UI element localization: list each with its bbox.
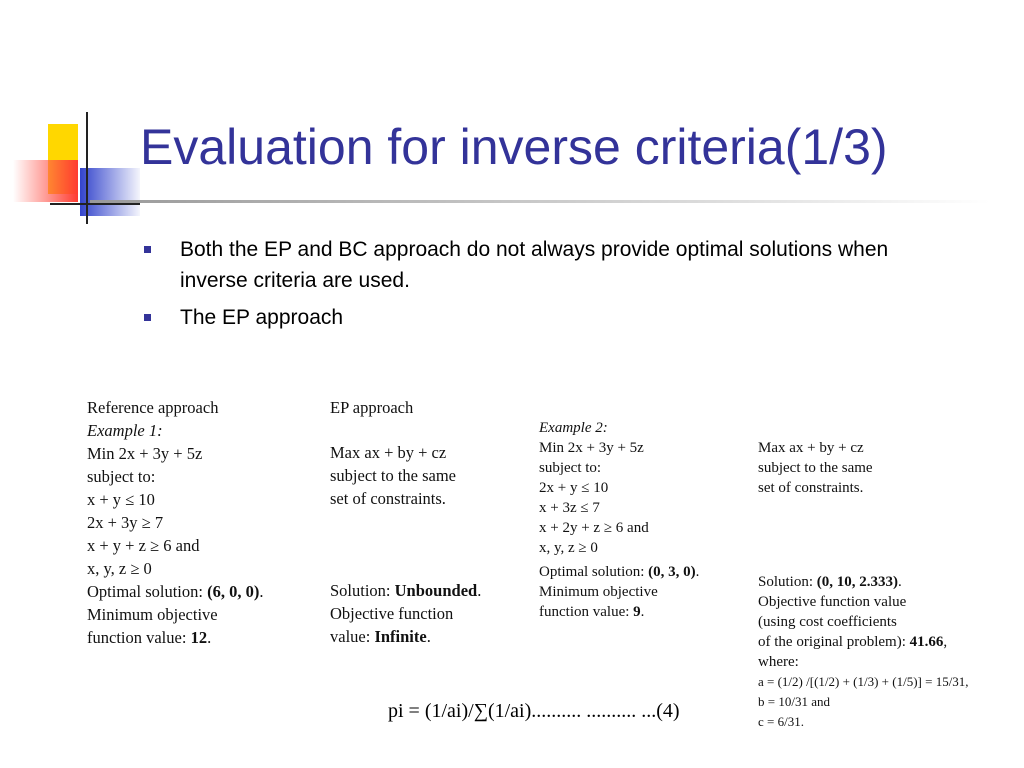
math-line: Min 2x + 3y + 5z <box>87 444 203 463</box>
solution-line: Solution: Unbounded. <box>330 581 482 600</box>
math-line: x + y + z ≥ 6 and <box>87 536 200 555</box>
bullet-list <box>142 234 902 339</box>
math-line: x, y, z ≥ 0 <box>87 559 152 578</box>
ep-approach-column <box>330 396 481 648</box>
objective-value-line: function value: 12. <box>87 628 212 647</box>
math-line: 2x + 3y ≥ 7 <box>87 513 164 532</box>
slide-logo-decoration <box>0 0 140 230</box>
bullet-item <box>142 234 902 296</box>
objective-line: Minimum objective <box>87 605 218 624</box>
slide-title: Evaluation for inverse criteria(1/3) <box>140 119 888 175</box>
where-label: where: <box>758 654 799 670</box>
example-label: Example 2: <box>539 420 608 436</box>
objective-value-line: of the original problem): 41.66, <box>758 634 948 650</box>
math-line: subject to the same <box>758 460 873 476</box>
math-line: x + 2y + z ≥ 6 and <box>539 520 649 536</box>
math-line: 2x + y ≤ 10 <box>539 480 609 496</box>
logo-blue-square <box>80 168 140 216</box>
math-line: subject to the same <box>330 466 457 485</box>
solution-line: Optimal solution: (6, 0, 0). <box>87 582 264 601</box>
bullet-item <box>142 302 902 333</box>
math-line: set of constraints. <box>758 480 864 496</box>
logo-horizontal-line <box>50 203 140 205</box>
objective-line: Objective function value <box>758 594 907 610</box>
objective-value-line: function value: 9. <box>539 604 645 620</box>
objective-value-line: value: Infinite. <box>330 627 431 646</box>
solution-line: Solution: (0, 10, 2.333). <box>758 574 902 590</box>
math-line: Max ax + by + cz <box>758 440 864 456</box>
objective-line: (using cost coefficients <box>758 614 897 630</box>
square-bullet-icon <box>144 246 151 253</box>
math-line: Min 2x + 3y + 5z <box>539 440 644 456</box>
coefficient-c-line: c = 6/31. <box>758 714 804 729</box>
objective-line: Minimum objective <box>539 584 658 600</box>
example-2-column <box>539 418 699 622</box>
reference-approach-column <box>87 396 263 649</box>
math-line: Max ax + by + cz <box>330 443 447 462</box>
bullet-text: The EP approach <box>180 306 344 329</box>
bullet-text: Both the EP and BC approach do not always provide optimal solutions when inverse criteria are used. <box>180 238 889 292</box>
math-line: set of constraints. <box>330 489 446 508</box>
ep-example-2-column <box>758 438 969 732</box>
objective-line: Objective function <box>330 604 454 623</box>
math-line: subject to: <box>539 460 602 476</box>
logo-red-square <box>13 160 78 202</box>
coefficient-a-line: a = (1/2) /[(1/2) + (1/3) + (1/5)] = 15/31, <box>758 674 969 689</box>
math-line: x, y, z ≥ 0 <box>539 540 598 556</box>
title-divider <box>90 200 990 203</box>
math-line: subject to: <box>87 467 156 486</box>
column-header: Reference approach <box>87 398 219 417</box>
column-header: EP approach <box>330 398 414 417</box>
formula-equation-4: pi = (1/ai)/∑(1/ai).......... .......... ...(4) <box>388 700 680 722</box>
math-line: x + 3z ≤ 7 <box>539 500 600 516</box>
square-bullet-icon <box>144 314 151 321</box>
example-label: Example 1: <box>87 421 163 440</box>
coefficient-b-line: b = 10/31 and <box>758 694 830 709</box>
solution-line: Optimal solution: (0, 3, 0). <box>539 564 700 580</box>
math-line: x + y ≤ 10 <box>87 490 155 509</box>
logo-vertical-line <box>86 112 88 224</box>
